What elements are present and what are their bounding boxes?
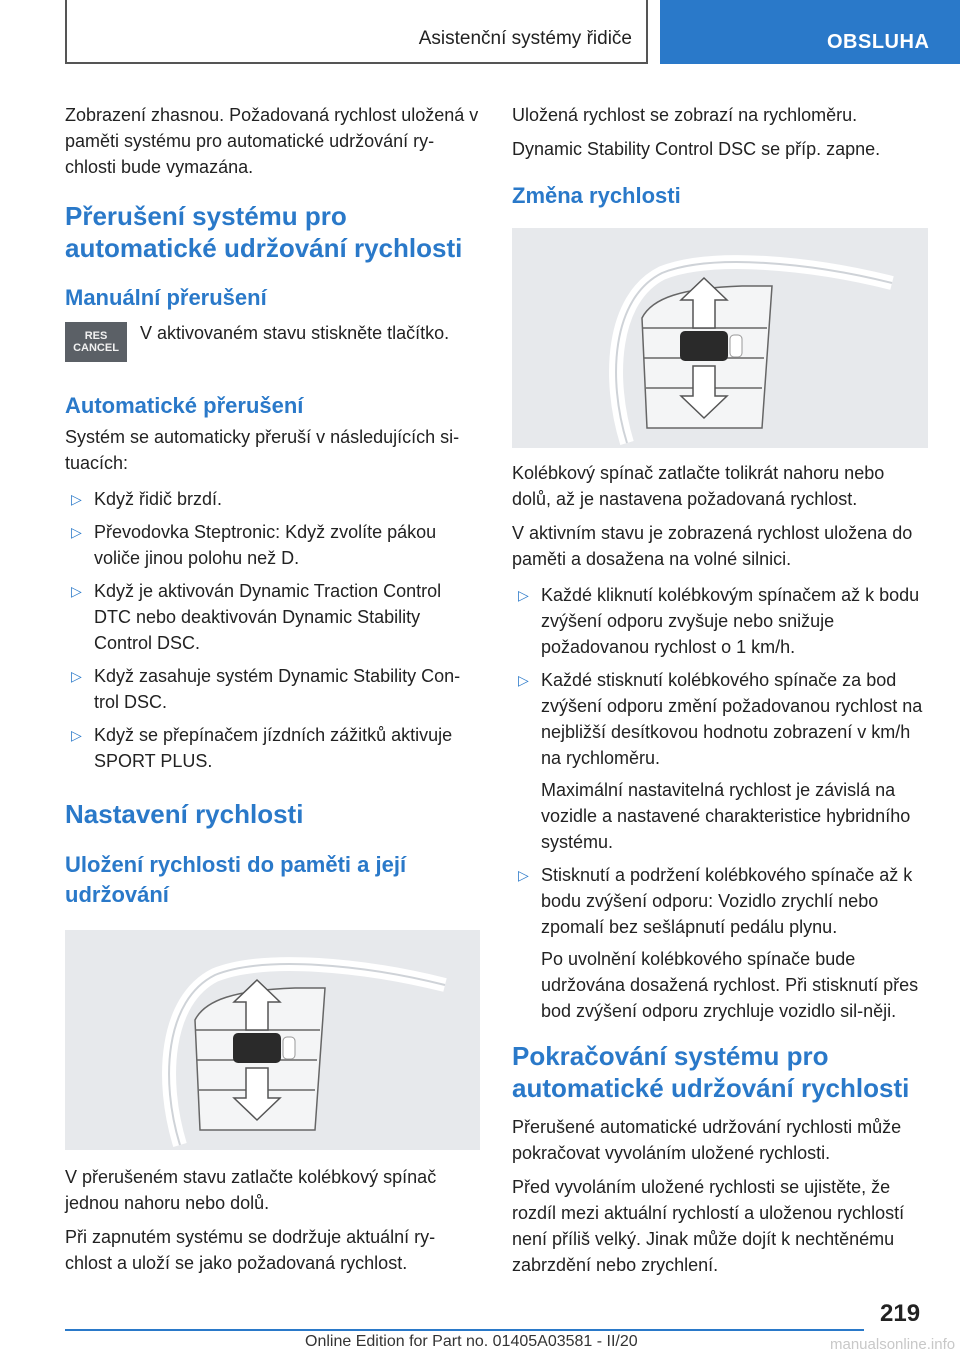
steering-wheel-rocker-illustration-2 [512,228,928,448]
page-number: 219 [880,1300,921,1327]
speed-change-list [512,582,928,1024]
subheading-auto: Automatické přerušení [65,393,304,418]
res-cancel-button-icon: RES CANCEL [65,322,127,362]
res-cancel-instruction [65,320,480,368]
steering-wheel-rocker-illustration [65,930,480,1150]
steering-wheel-drawing [65,930,480,1150]
section-heading-set-speed: Nastavení rychlosti [65,799,304,829]
right-column [512,102,928,1286]
subheading-manual: Manuální přerušení [65,285,267,310]
subheading-change-speed: Změna rychlosti [512,183,681,208]
list-item: ▷ Když řidič brzdí. [65,486,480,512]
list-item: ▷ Když je aktivován Dynamic Traction Control DTC nebo deaktivován Dynamic Stability Control DSC. [65,578,480,656]
paragraph: V aktivním stavu je zobrazená rychlost uložena do paměti a dosažena na volné silnici. [512,523,913,569]
paragraph: Kolébkový spínač zatlačte tolikrát nahoru nebo dolů, až je nastavena požadovaná rychlost. [512,463,885,509]
list-item: ▷ Když zasahuje systém Dynamic Stability Con-trol DSC. [65,663,480,715]
header-chapter-tab [660,0,960,64]
auto-pause-list [65,486,480,774]
paragraph: Přerušené automatické udržování rychlosti může pokračovat vyvoláním uložené rychlosti. [512,1117,902,1163]
paragraph: Při zapnutém systému se dodržuje aktuální ry-chlost a uloží se jako požadovaná rychlost. [65,1227,436,1273]
section-heading-pause: Přerušení systému pro automatické udržování rychlosti [65,201,463,263]
subheading-store-speed: Uložení rychlosti do paměti a její udržování [65,852,407,907]
list-item: ▷ Stisknutí a podržení kolébkového spínače až k bodu zvýšení odporu: Vozidlo zrychlí nebo zpomalí bez sešlápnutí pedálu plynu. Po uvolnění kolébkového spínače bude udržována dosažená rychlost. Při stisknutí přes bod zvýšení odporu zrychluje vozidlo sil-něji. [512,862,928,1024]
paragraph: Systém se automaticky přeruší v následujících si-tuacích: [65,427,460,473]
list-item: ▷ Když se přepínačem jízdních zážitků aktivuje SPORT PLUS. [65,722,480,774]
triangle-bullet-icon: ▷ [518,587,529,603]
triangle-bullet-icon: ▷ [518,672,529,688]
list-item: ▷ Každé stisknutí kolébkového spínače za bod zvýšení odporu změní požadovanou rychlost na nejbližší desítkovou hodnotu zobrazení v km/h na rychloměru. Maximální nastavitelná rychlost je závislá na vozidle a nastavené charakteristice hybridního systému. [512,667,928,855]
list-item: ▷ Každé kliknutí kolébkovým spínačem až k bodu zvýšení odporu zvyšuje nebo snižuje požadovanou rychlost o 1 km/h. [512,582,928,660]
paragraph: Dynamic Stability Control DSC se příp. zapne. [512,139,881,159]
instruction-text: V aktivovaném stavu stiskněte tlačítko. [140,323,450,343]
page-header [0,0,960,68]
triangle-bullet-icon: ▷ [71,491,82,507]
paragraph: Uložená rychlost se zobrazí na rychloměru. [512,105,858,125]
header-section-box [65,0,648,64]
list-item: ▷ Převodovka Steptronic: Když zvolíte pákou voliče jinou polohu než D. [65,519,480,571]
header-section-title: Asistenční systémy řidiče [418,28,632,49]
paragraph: V přerušeném stavu zatlačte kolébkový spínač jednou nahoru nebo dolů. [65,1167,437,1213]
watermark: manualsonline.info [830,1336,956,1353]
steering-wheel-drawing [512,228,928,448]
triangle-bullet-icon: ▷ [71,524,82,540]
triangle-bullet-icon: ▷ [71,668,82,684]
header-chapter-label: OBSLUHA [827,31,930,53]
footer-edition: Online Edition for Part no. 01405A03581 - II/20 [305,1333,638,1350]
triangle-bullet-icon: ▷ [518,867,529,883]
paragraph: Zobrazení zhasnou. Požadovaná rychlost uložená v paměti systému pro automatické udržování ry-chlosti bude vymazána. [65,105,479,177]
triangle-bullet-icon: ▷ [71,727,82,743]
footer-divider [65,1329,864,1331]
section-heading-resume: Pokračování systému pro automatické udržování rychlosti [512,1041,910,1103]
triangle-bullet-icon: ▷ [71,583,82,599]
left-column [65,102,480,1284]
paragraph: Před vyvoláním uložené rychlosti se ujistěte, že rozdíl mezi aktuální rychlostí a uloženou rychlostí není příliš velký. Jinak může dojít k nechtěnému zabrzdění nebo zrychlení. [512,1177,905,1275]
